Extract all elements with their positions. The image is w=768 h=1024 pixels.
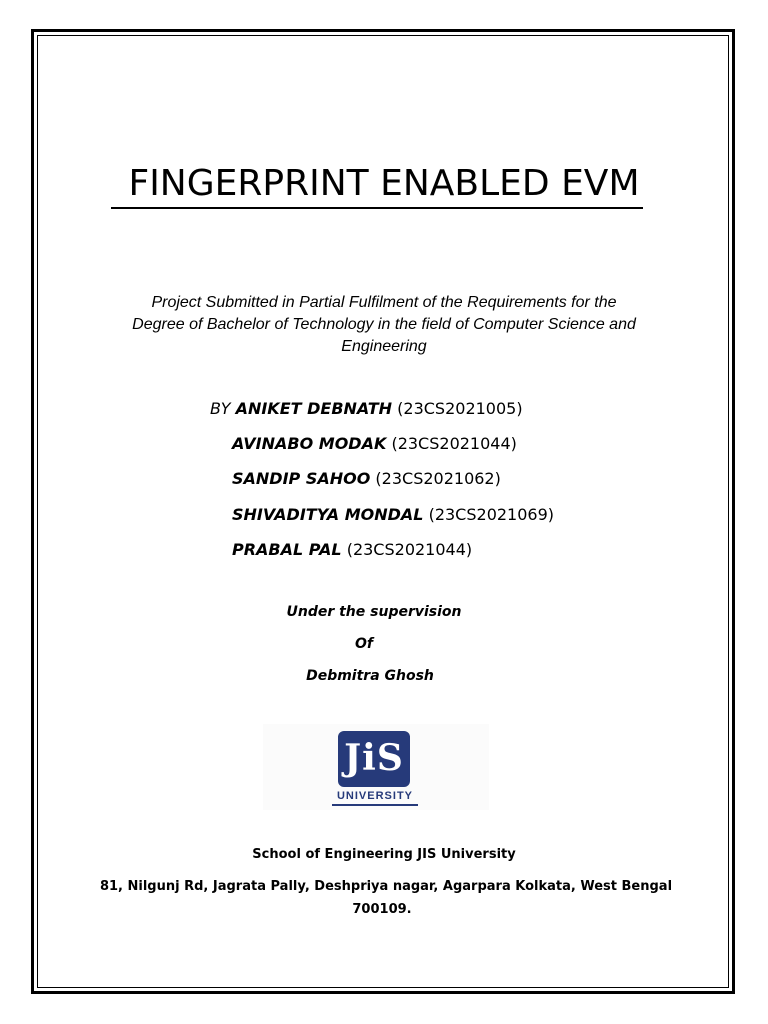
submission-line-1: Project Submitted in Partial Fulfilment of the Requirements for the: [151, 294, 617, 311]
submission-line-3: Engineering: [341, 338, 427, 355]
supervisor-name: Debmitra Ghosh: [306, 668, 434, 684]
logo-wordmark: UNIVERSITY: [336, 790, 413, 802]
address-line-1: 81, Nilgunj Rd, Jagrata Pally, Deshpriya nagar, Agarpara Kolkata, West Bengal: [99, 879, 673, 894]
logo-underline: [332, 804, 418, 806]
author-2: [232, 434, 517, 453]
document-title: FINGERPRINT ENABLED EVM: [128, 163, 640, 204]
author-name: SANDIP SAHOO: [232, 469, 371, 488]
author-3: [232, 469, 501, 488]
author-id: (23CS2021044): [346, 540, 473, 559]
author-id: (23CS2021062): [375, 469, 501, 488]
submission-statement: [90, 292, 678, 358]
by-label: BY: [210, 399, 231, 418]
author-id: (23CS2021044): [391, 434, 517, 453]
author-name: PRABAL PAL: [232, 540, 342, 559]
author-5: [232, 540, 472, 559]
author-name: ANIKET DEBNATH: [235, 399, 393, 418]
jis-university-logo: [338, 731, 410, 787]
submission-line-2: Degree of Bachelor of Technology in the field of Computer Science and: [132, 316, 636, 333]
author-1: [210, 399, 523, 418]
author-name: SHIVADITYA MONDAL: [232, 505, 424, 524]
school-name: School of Engineering JIS University: [252, 847, 516, 862]
author-id: (23CS2021069): [428, 505, 555, 524]
supervision-of: Of: [355, 636, 373, 652]
title-underline: [111, 207, 643, 209]
supervision-label: Under the supervision: [286, 604, 462, 620]
author-name: AVINABO MODAK: [232, 434, 387, 453]
author-id: (23CS2021005): [397, 399, 523, 418]
logo-mark: JiS: [344, 737, 404, 779]
address-line-2: 700109.: [352, 902, 412, 917]
author-4: [232, 505, 554, 524]
